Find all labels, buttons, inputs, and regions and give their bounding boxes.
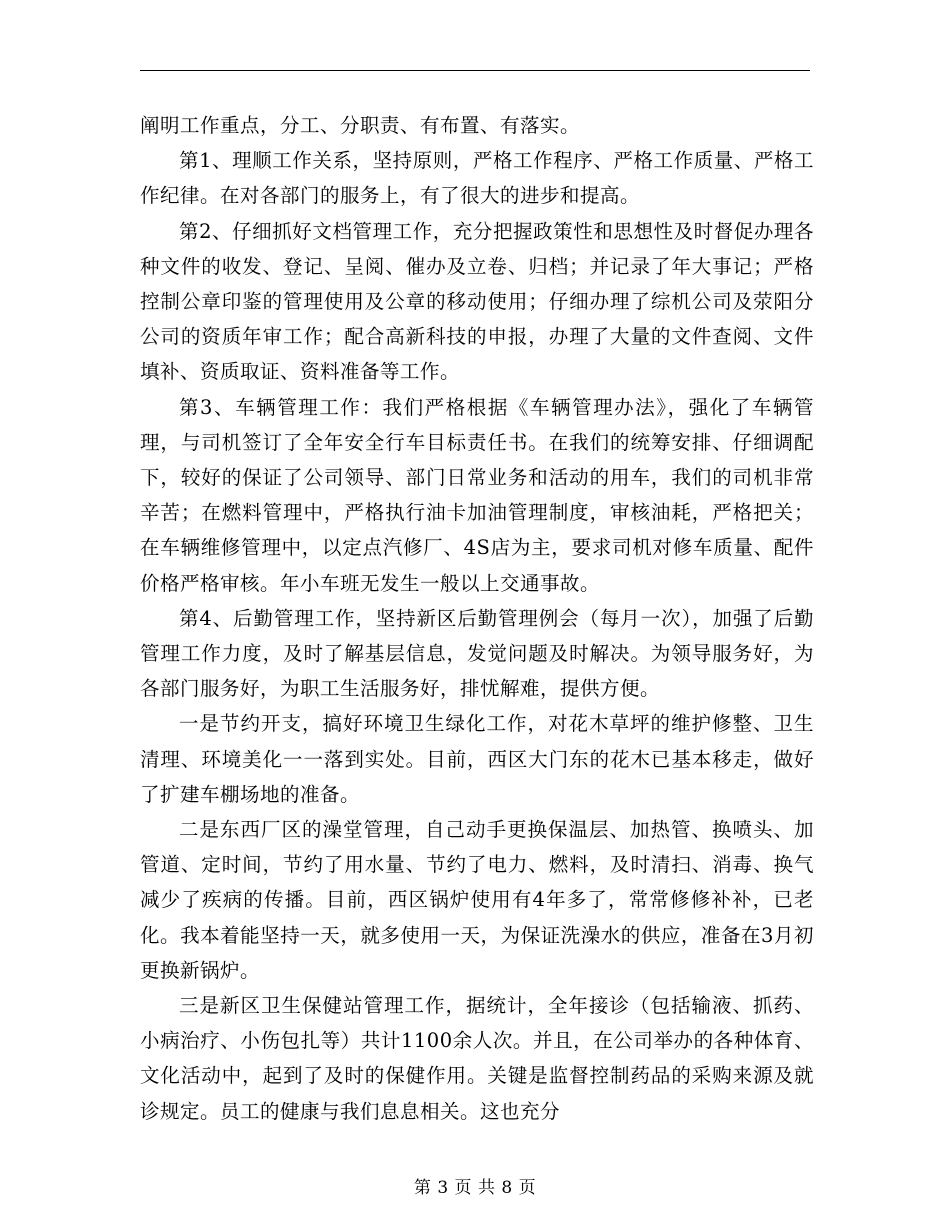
document-body (140, 108, 814, 1129)
page-footer (0, 1177, 950, 1199)
page-number: 第 3 页 共 8 页 (413, 1178, 537, 1198)
paragraph: 第3、车辆管理工作：我们严格根据《车辆管理办法》，强化了车辆管理，与司机签订了全年安全行车目标责任书。在我们的统筹安排、仔细调配下，较好的保证了公司领导、部门日常业务和活动的用车，我们的司机非常辛苦；在燃料管理中，严格执行油卡加油管理制度，审核油耗，严格把关；在车辆维修管理中，以定点汽修厂、4S店为主，要求司机对修车质量、配件价格严格审核。年小车班无发生一般以上交通事故。 (140, 395, 814, 595)
paragraph: 阐明工作重点，分工、分职责、有布置、有落实。 (140, 114, 581, 137)
paragraph: 二是东西厂区的澡堂管理，自己动手更换保温层、加热管、换喷头、加管道、定时间，节约了用水量、节约了电力、燃料，及时清扫、消毒、换气减少了疾病的传播。目前，西区锅炉使用有4年多了，常常修修补补，已老化。我本着能坚持一天，就多使用一天，为保证洗澡水的供应，准备在3月初更换新锅炉。 (140, 818, 814, 982)
header-rule (140, 70, 810, 71)
paragraph: 第1、理顺工作关系，坚持原则，严格工作程序、严格工作质量、严格工作纪律。在对各部门的服务上，有了很大的进步和提高。 (140, 149, 814, 208)
paragraph: 第2、仔细抓好文档管理工作，充分把握政策性和思想性及时督促办理各种文件的收发、登记、呈阅、催办及立卷、归档；并记录了年大事记；严格控制公章印鉴的管理使用及公章的移动使用；仔细办理了综机公司及荥阳分公司的资质年审工作；配合高新科技的申报，办理了大量的文件查阅、文件填补、资质取证、资料准备等工作。 (140, 219, 814, 384)
paragraph: 三是新区卫生保健站管理工作，据统计，全年接诊（包括输液、抓药、小病治疗、小伤包扎等）共计1100余人次。并且，在公司举办的各种体育、文化活动中，起到了及时的保健作用。关键是监督控制药品的采购来源及就诊规定。员工的健康与我们息息相关。这也充分 (140, 994, 814, 1123)
paragraph: 第4、后勤管理工作，坚持新区后勤管理例会（每月一次），加强了后勤管理工作力度，及时了解基层信息，发觉问题及时解决。为领导服务好，为各部门服务好，为职工生活服务好，排忧解难，提供方便。 (140, 606, 814, 701)
paragraph: 一是节约开支，搞好环境卫生绿化工作，对花木草坪的维护修整、卫生清理、环境美化一一落到实处。目前，西区大门东的花木已基本移走，做好了扩建车棚场地的准备。 (140, 712, 814, 806)
